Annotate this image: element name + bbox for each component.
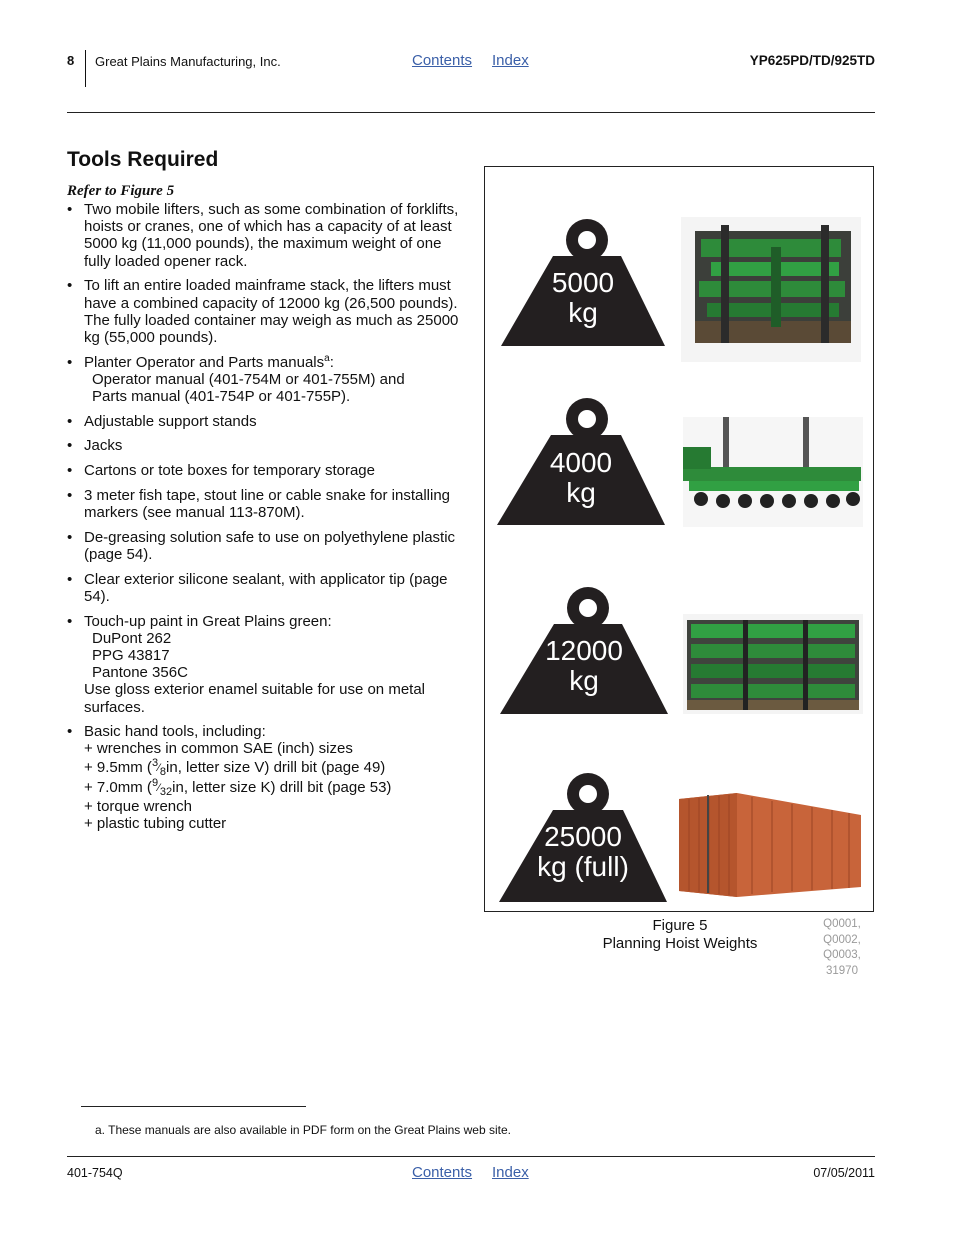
- list-item-sealant: • Clear exterior silicone sealant, with applicator tip (page 54).: [67, 571, 462, 605]
- weight-icon-4000kg: [495, 395, 667, 537]
- list-item-hand-tools: [67, 723, 462, 832]
- weight-value: 5000: [551, 267, 615, 298]
- image-code: Q0003,: [823, 949, 861, 961]
- photo-mainframe-stack: [683, 614, 863, 714]
- figure-reference: Refer to Figure 5: [67, 183, 175, 199]
- section-title: Tools Required: [67, 148, 219, 171]
- photo-opener-rack: [681, 217, 861, 362]
- list-item-stands: • Adjustable support stands: [67, 413, 462, 430]
- hand-tool-wrenches: + wrenches in common SAE (inch) sizes: [84, 740, 353, 758]
- header-contents-link[interactable]: Contents: [412, 52, 473, 69]
- paint-ppg: PPG 43817: [92, 646, 170, 664]
- footer-index-link[interactable]: Index: [492, 1164, 529, 1181]
- revision-date: 07/05/2011: [813, 1166, 875, 1180]
- weight-unit: kg: [566, 477, 596, 508]
- weight-unit: kg: [568, 297, 598, 328]
- paint-lead: • Touch-up paint in Great Plains green:: [84, 612, 332, 630]
- list-item-manuals: [67, 354, 462, 406]
- list-item-jacks: • Jacks: [67, 437, 462, 454]
- image-code: 31970: [826, 964, 858, 977]
- footer-rule: [67, 1156, 875, 1157]
- footnote-marker: a: [324, 352, 330, 364]
- figure-image-codes: [812, 917, 872, 979]
- weight-icon-12000kg: [498, 584, 670, 726]
- header-rule: [67, 112, 875, 113]
- fraction-denominator: 8: [159, 765, 167, 778]
- list-item-degreasing: • De-greasing solution safe to use on polyethylene plastic (page 54).: [67, 529, 462, 563]
- drill-7mm-prefix: + 7.0mm (: [84, 778, 152, 796]
- figure-number: Figure 5: [652, 917, 708, 934]
- weight-value: 12000: [545, 635, 623, 666]
- operator-manual-line: Operator manual (401-754M or 401-755M) and: [92, 370, 405, 388]
- footnote-rule: [81, 1106, 306, 1107]
- fraction-numerator: 9: [151, 776, 159, 789]
- photo-shipping-container: [677, 791, 863, 899]
- manuals-lead: Planter Operator and Parts manuals: [84, 353, 325, 371]
- page-number: 8: [67, 53, 75, 68]
- list-item-paint: [67, 613, 462, 716]
- list-item-fish-tape: • 3 meter fish tape, stout line or cable snake for installing markers (see manual 113-870M).: [67, 487, 462, 521]
- weight-icon-25000kg: [497, 766, 669, 908]
- figure-5-frame: [484, 166, 874, 912]
- parts-manual-line: Parts manual (401-754P or 401-755P).: [92, 388, 351, 406]
- drill-9-5mm-prefix: + 9.5mm (: [84, 758, 152, 776]
- weight-value: 4000: [549, 447, 613, 478]
- weight-unit: kg (full): [537, 851, 629, 882]
- footer-contents-link[interactable]: Contents: [412, 1164, 473, 1181]
- hand-tool-drill-9-5mm: [84, 758, 462, 778]
- photo-planter-frame: [683, 417, 863, 527]
- fraction-numerator: 3: [151, 756, 159, 769]
- weight-unit: kg: [569, 665, 599, 696]
- fraction-denominator: 32: [159, 785, 173, 798]
- image-code: Q0002,: [823, 933, 861, 946]
- tools-list: [67, 201, 462, 840]
- footnote-text: a. These manuals are also available in PDF form on the Great Plains web site.: [95, 1123, 511, 1137]
- figure-title: Planning Hoist Weights: [602, 935, 758, 952]
- header-divider: [85, 50, 86, 87]
- paint-pantone: Pantone 356C: [92, 664, 188, 682]
- manuals-colon: :: [329, 353, 334, 371]
- hand-tool-drill-7mm: [84, 778, 462, 798]
- list-item-capacity: • To lift an entire loaded mainframe stack, the lifters must have a combined capacity of 12000 kg (26,500 pounds). The fully loaded container may weigh as much as 25000 kg (55,000 pounds).: [67, 277, 462, 346]
- list-item-cartons: • Cartons or tote boxes for temporary storage: [67, 462, 462, 479]
- image-code: Q0001,: [823, 918, 861, 930]
- weight-value: 25000: [544, 821, 622, 852]
- paint-dupont: DuPont 262: [92, 629, 172, 647]
- header-index-link[interactable]: Index: [492, 52, 529, 69]
- figure-caption: [580, 917, 780, 953]
- fraction-9-32: 9⁄32: [151, 776, 173, 798]
- list-item-lifters: • Two mobile lifters, such as some combination of forklifts, hoists or cranes, one of which has a capacity of at least 5000 kg (11,000 pounds), the maximum weight of one fully loaded opener rack.: [67, 201, 462, 270]
- model-number: YP625PD/TD/925TD: [749, 53, 875, 68]
- hand-tool-tubing-cutter: + plastic tubing cutter: [84, 814, 227, 832]
- weight-icon-5000kg: [497, 216, 669, 358]
- company-name: Great Plains Manufacturing, Inc.: [95, 54, 281, 69]
- hand-tool-torque-wrench: + torque wrench: [84, 797, 192, 815]
- paint-note: Use gloss exterior enamel suitable for use on metal surfaces.: [84, 681, 426, 716]
- hand-tools-lead: • Basic hand tools, including:: [84, 723, 266, 741]
- drill-9-5mm-suffix: in, letter size V) drill bit (page 49): [166, 758, 386, 776]
- document-number: 401-754Q: [67, 1166, 123, 1180]
- fraction-3-8: 3⁄8: [151, 756, 167, 778]
- drill-7mm-suffix: in, letter size K) drill bit (page 53): [172, 778, 392, 796]
